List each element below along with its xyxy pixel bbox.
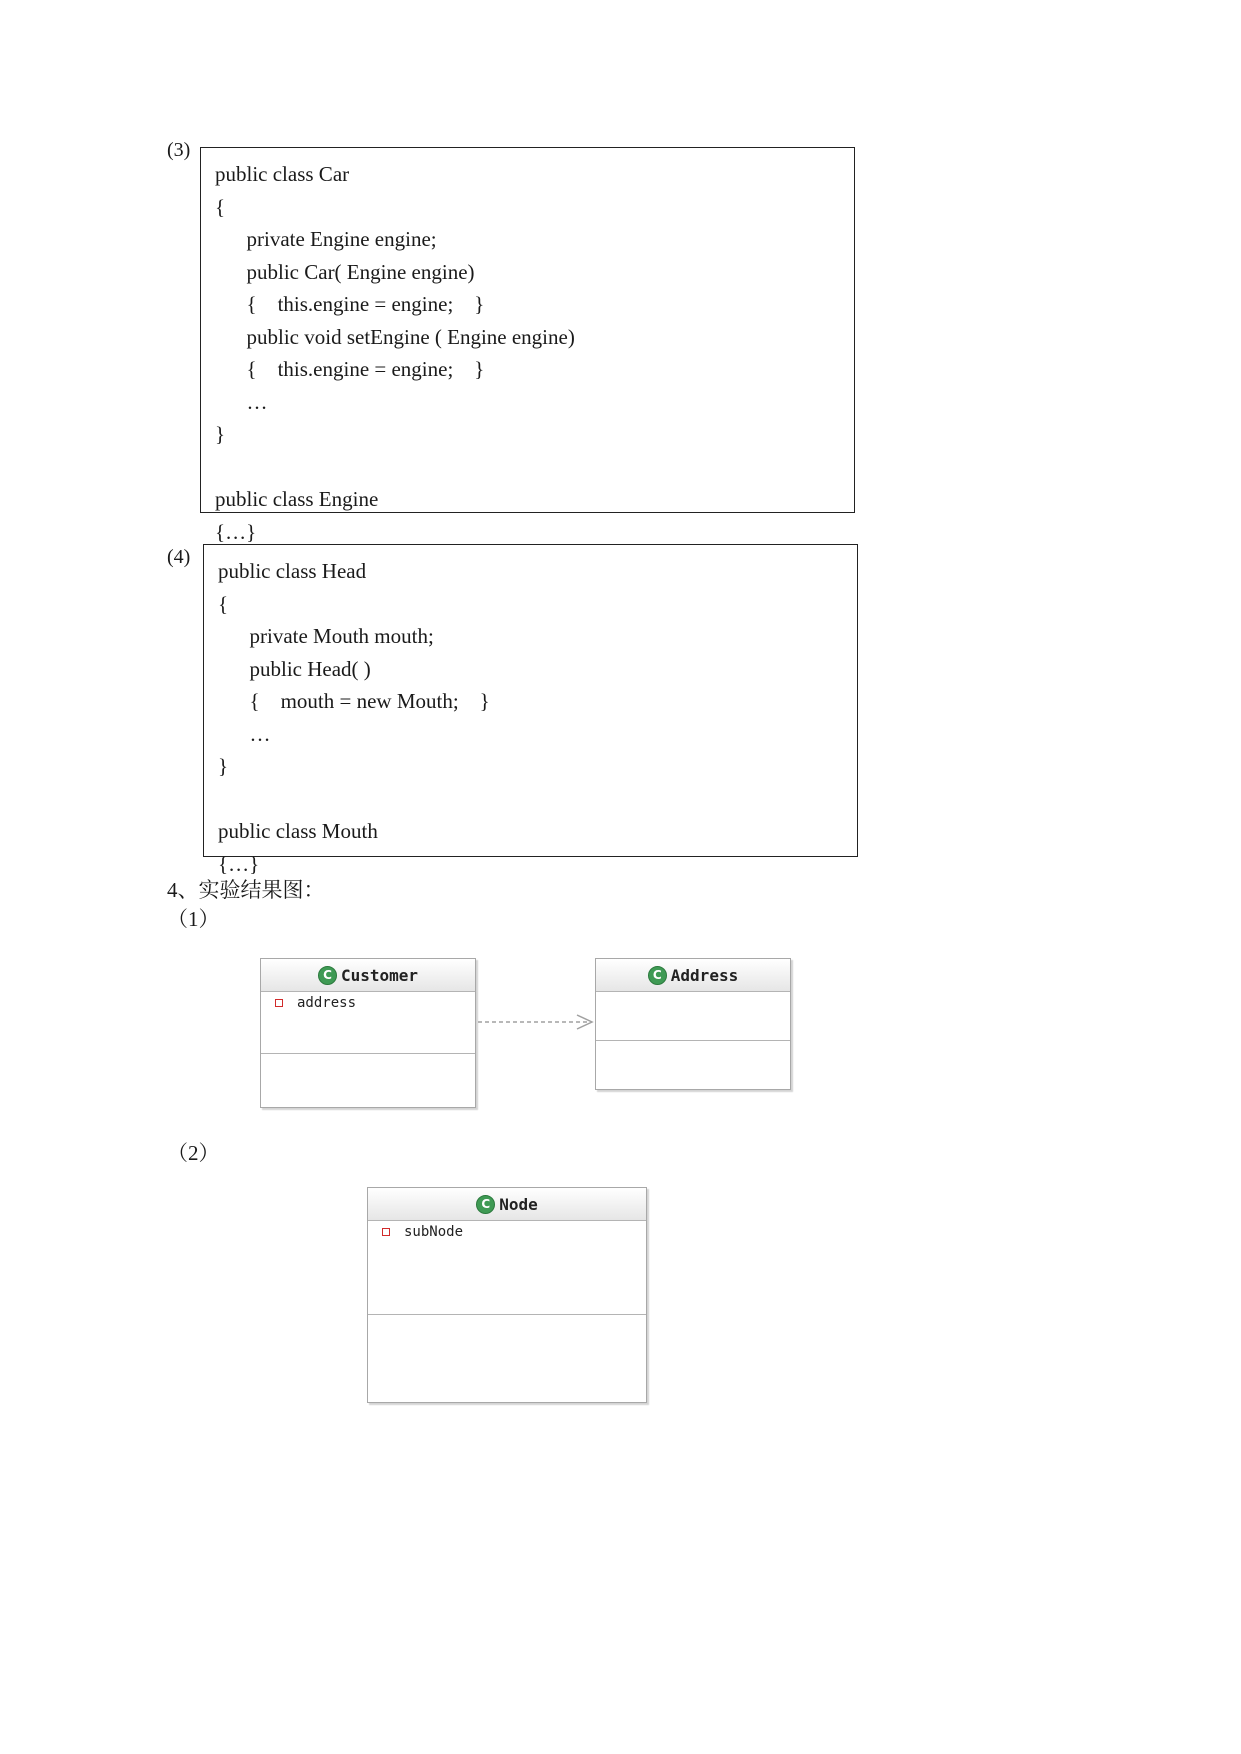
- diagram-1-label: （1）: [167, 907, 220, 931]
- attributes-compartment: [368, 1221, 646, 1315]
- class-icon: C: [318, 966, 337, 985]
- uml-class-customer: [260, 958, 476, 1108]
- code-line: [218, 783, 843, 816]
- code-line: public class Mouth: [218, 819, 378, 843]
- attributes-compartment: [596, 992, 790, 1041]
- code-line: {…}: [215, 519, 257, 544]
- code-line: …: [215, 389, 268, 414]
- code-line: private Engine engine;: [215, 227, 437, 251]
- code-line: public class Car: [215, 162, 350, 186]
- uml-class-address: [595, 958, 791, 1090]
- code-line: public Head( ): [218, 656, 371, 681]
- uml-class-header: [261, 959, 475, 992]
- class-icon: C: [476, 1195, 495, 1214]
- code-line: public void setEngine ( Engine engine): [215, 324, 575, 349]
- class-icon: C: [648, 966, 667, 985]
- results-heading: 4、实验结果图：: [167, 878, 325, 902]
- code-line: private Mouth mouth;: [218, 624, 434, 648]
- dependency-arrow: [476, 1012, 598, 1032]
- code-line: {: [215, 194, 226, 219]
- code-line: }: [218, 754, 229, 778]
- private-field-icon: [275, 999, 283, 1007]
- section-4-label: (4): [167, 546, 191, 568]
- section-3-label: (3): [167, 139, 191, 161]
- class-name: Customer: [340, 965, 419, 985]
- attribute-name: address: [297, 995, 357, 1011]
- code-box-head: [203, 544, 858, 876]
- code-line: public Car( Engine engine): [215, 259, 475, 284]
- attribute-row: [368, 1221, 646, 1243]
- code-line: { mouth = new Mouth; }: [218, 689, 490, 713]
- uml-class-node: [367, 1187, 647, 1403]
- code-line: [215, 451, 840, 484]
- code-line: }: [215, 422, 226, 446]
- code-line: public class Engine: [215, 487, 379, 511]
- code-box-car: [200, 147, 855, 544]
- uml-class-header: [596, 959, 790, 992]
- code-line: public class Head: [218, 559, 367, 583]
- private-field-icon: [382, 1228, 390, 1236]
- class-name: Node: [499, 1194, 538, 1214]
- attribute-row: [261, 992, 475, 1014]
- code-line: { this.engine = engine; }: [215, 292, 485, 316]
- code-line: {: [218, 591, 229, 616]
- code-line: …: [218, 721, 271, 746]
- uml-class-header: [368, 1188, 646, 1221]
- code-line: {…}: [218, 851, 260, 876]
- attribute-name: subNode: [404, 1224, 464, 1240]
- attributes-compartment: [261, 992, 475, 1054]
- class-name: Address: [670, 965, 739, 985]
- diagram-2-label: （2）: [167, 1141, 220, 1165]
- code-line: { this.engine = engine; }: [215, 357, 485, 381]
